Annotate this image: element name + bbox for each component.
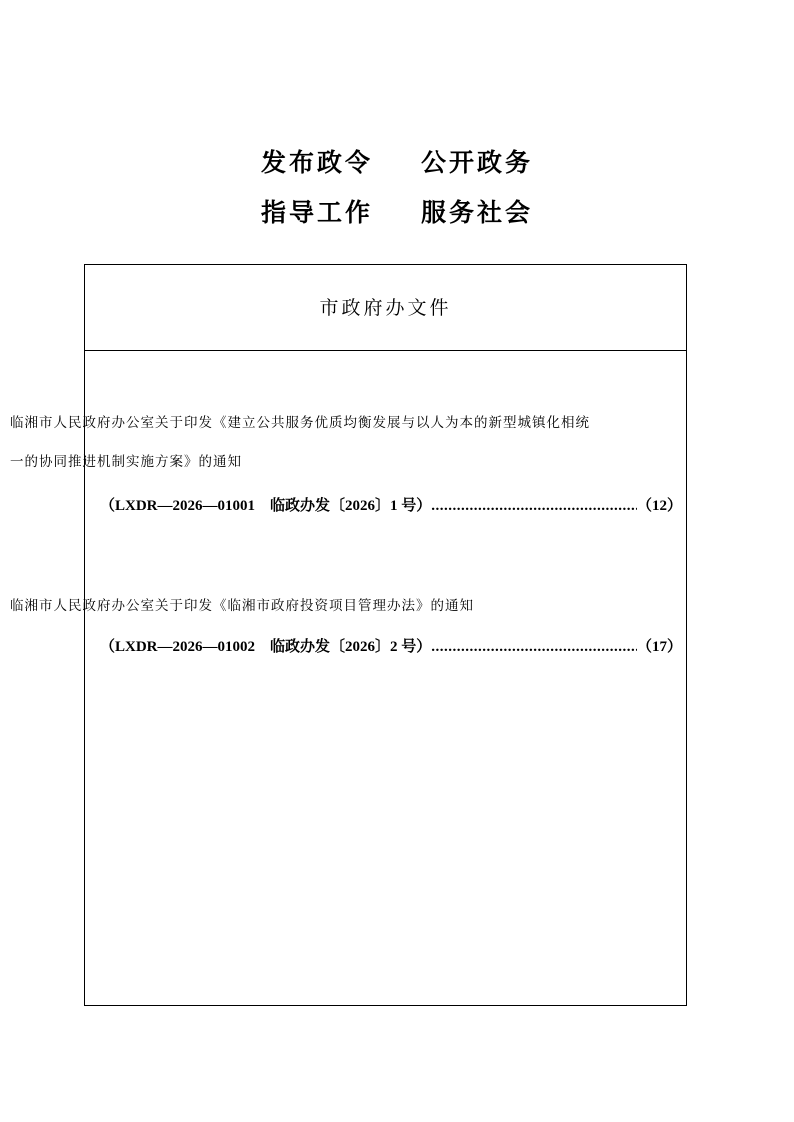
section-header: 市政府办文件 <box>85 265 686 351</box>
doc-reference-line[interactable] <box>100 496 682 516</box>
dot-leader <box>431 496 637 516</box>
motto-phrase: 发布政令 <box>260 148 373 177</box>
doc-number: （LXDR—2026—01001 临政办发〔2026〕1 号） <box>100 498 432 514</box>
page-number: （17） <box>636 639 682 655</box>
dot-leader <box>431 637 637 657</box>
page-number: （12） <box>636 498 682 514</box>
entry-title[interactable]: 临湘市人民政府办公室关于印发《建立公共服务优质均衡发展与以人为本的新型城镇化相统一的协同推进机制实施方案》的通知 <box>10 415 590 470</box>
doc-number: （LXDR—2026—01002 临政办发〔2026〕2 号） <box>100 639 432 655</box>
motto-phrase: 指导工作 <box>260 198 373 227</box>
motto-line-2 <box>0 200 794 225</box>
doc-reference-line[interactable] <box>100 637 682 657</box>
motto-phrase: 服务社会 <box>421 198 534 227</box>
contents-frame <box>84 264 687 1006</box>
entry-title[interactable]: 临湘市人民政府办公室关于印发《临湘市政府投资项目管理办法》的通知 <box>10 598 474 614</box>
motto-line-1 <box>0 150 794 175</box>
motto-phrase: 公开政务 <box>421 148 534 177</box>
